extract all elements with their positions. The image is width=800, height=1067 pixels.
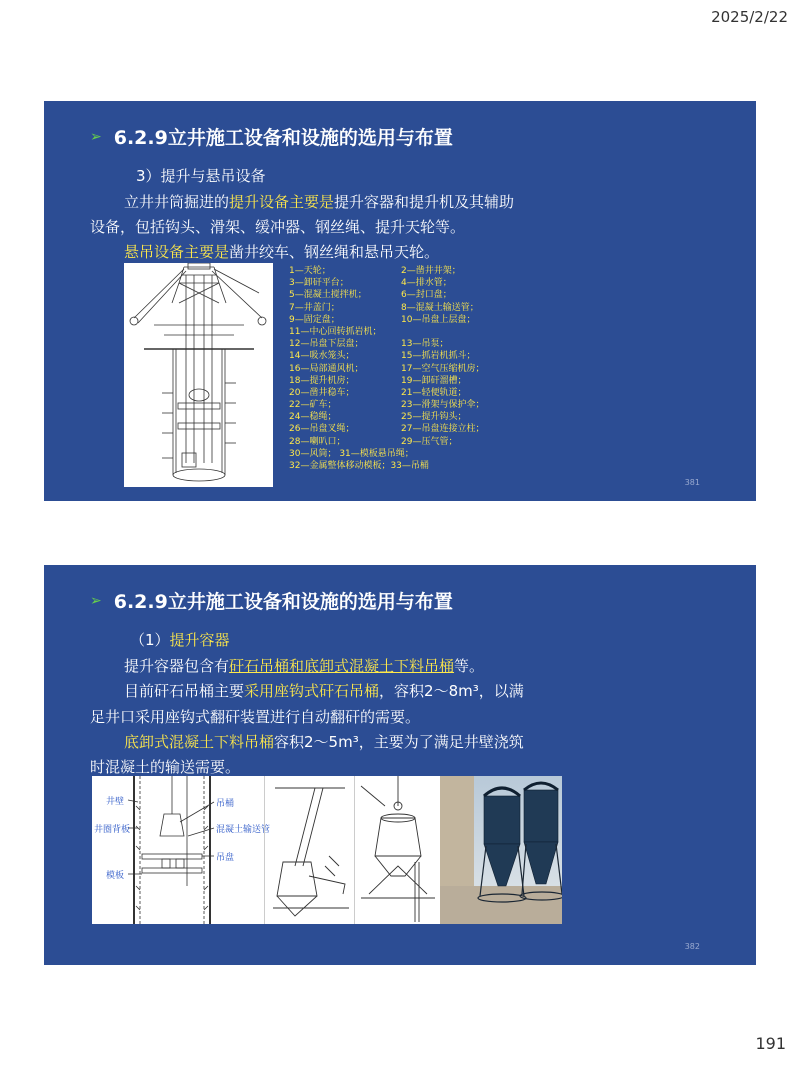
- paragraph-line: 设备，包括钩头、滑架、缓冲器、钢丝绳、提升天轮等。: [90, 218, 466, 236]
- figure-label: 吊桶: [216, 799, 235, 809]
- legend-entry: 16—局部通风机；: [289, 363, 364, 374]
- legend-entry: 8—混凝土输送管；: [401, 302, 479, 313]
- legend-entry: 27—吊盘连接立柱；: [401, 424, 485, 435]
- subheading: [130, 629, 230, 650]
- legend-row: [289, 326, 509, 338]
- legend-entry: 24—稳绳；: [289, 412, 337, 423]
- legend-row: [289, 265, 509, 277]
- subheading: 3）提升与悬吊设备: [136, 167, 266, 185]
- legend-entry: 28—喇叭口；: [289, 436, 346, 447]
- legend-entry: 13—吊泵；: [401, 339, 449, 350]
- legend-row: [289, 436, 509, 448]
- legend-entry: 17—空气压缩机房；: [401, 363, 485, 374]
- legend-entry: 25—提升钩头；: [401, 412, 467, 423]
- highlight-text: 提升容器: [169, 631, 230, 649]
- figure-label: 井壁: [106, 797, 125, 807]
- text: ，容积2～8m³，以满: [379, 682, 524, 700]
- legend-entry: 32—金属整体移动模板；33—吊桶: [289, 461, 429, 471]
- legend-entry: 12—吊盘下层盘；: [289, 339, 364, 350]
- highlight-text: 提升设备主要是: [229, 193, 335, 211]
- arrow-bullet-icon: ➢: [90, 592, 102, 609]
- slide-title: [90, 587, 453, 614]
- legend-entry: 19—卸矸溜槽；: [401, 375, 467, 386]
- legend-entry: 15—抓岩机抓斗；: [401, 351, 476, 362]
- paragraph-line: [124, 655, 484, 676]
- legend-row: [289, 387, 509, 399]
- slide-number: 381: [684, 478, 700, 487]
- legend-entry: 26—吊盘叉绳；: [289, 424, 355, 435]
- page-number: 191: [755, 1034, 786, 1053]
- figure-label: 模板: [106, 871, 125, 881]
- highlight-text: 悬吊设备主要是: [124, 243, 230, 261]
- figure-label: 吊盘: [216, 853, 235, 863]
- legend-row: [289, 375, 509, 387]
- legend-entry: 18—提升机房；: [289, 375, 355, 386]
- text: 容积2～5m³，主要为了满足井壁浇筑: [274, 733, 524, 751]
- legend-row: [289, 289, 509, 301]
- legend-row: [289, 338, 509, 350]
- paragraph-line: 足井口采用座钩式翻矸装置进行自动翻矸的需要。: [90, 708, 421, 726]
- legend-entry: 21—轻便轨道；: [401, 387, 467, 398]
- legend-entry: 2—凿井井架；: [401, 266, 461, 276]
- text: 提升容器包含有: [124, 657, 230, 675]
- legend-row: [289, 350, 509, 362]
- slide-382: [44, 565, 756, 965]
- highlight-text: 底卸式混凝土下料吊桶: [124, 733, 275, 751]
- paragraph-line: 时混凝土的输送需要。: [90, 758, 241, 776]
- figure-legend: [289, 265, 509, 472]
- text: 凿井绞车、钢丝绳和悬吊天轮。: [229, 243, 440, 261]
- legend-row: [289, 363, 509, 375]
- legend-row: [289, 302, 509, 314]
- legend-entry: 9—固定盘；: [289, 314, 340, 325]
- paragraph-line: [124, 191, 514, 212]
- page-date: 2025/2/22: [711, 8, 788, 26]
- shaft-equipment-diagram: [124, 263, 273, 487]
- bucket-figures: [92, 776, 562, 924]
- paragraph-line: [124, 241, 439, 262]
- slide-381: [44, 101, 756, 501]
- highlight-text: 采用座钩式矸石吊桶: [244, 682, 380, 700]
- slide-title-text: 6.2.9立井施工设备和设施的选用与布置: [113, 127, 453, 149]
- legend-entry: 20—凿井稳车；: [289, 387, 355, 398]
- legend-entry: 11—中心回转抓岩机；: [289, 326, 382, 337]
- legend-entry: 1—天轮；: [289, 266, 331, 276]
- text: 目前矸石吊桶主要: [124, 682, 245, 700]
- legend-entry: 22—矿车；: [289, 400, 337, 411]
- legend-row: [289, 411, 509, 423]
- slide-number: 382: [684, 942, 700, 951]
- figure-label: 混凝土输送管: [216, 825, 271, 835]
- legend-entry: 30—风筒； 31—模板悬吊绳；: [289, 448, 414, 459]
- slide-title: [90, 123, 453, 150]
- legend-entry: 10—吊盘上层盘；: [401, 314, 476, 325]
- shaft-diagram-drawing: [124, 263, 273, 487]
- legend-row: [289, 423, 509, 435]
- text: 等。: [454, 657, 485, 675]
- tipping-device-drawing: [264, 776, 353, 924]
- legend-row: [289, 399, 509, 411]
- legend-row: [289, 448, 509, 460]
- paragraph-line: [124, 731, 524, 752]
- text: 立井井筒掘进的: [124, 193, 230, 211]
- legend-entry: 14—吸水笼头；: [289, 351, 355, 362]
- highlight-text: 矸石吊桶和底卸式混凝土下料吊桶: [229, 657, 455, 675]
- legend-entry: 29—压气管；: [401, 436, 458, 447]
- figure-label: 井圈背板: [94, 825, 131, 835]
- legend-row: [289, 277, 509, 289]
- legend-entry: 5—混凝土搅拌机；: [289, 290, 367, 301]
- legend-entry: 23—滑架与保护伞；: [401, 400, 485, 411]
- slide-title-text: 6.2.9立井施工设备和设施的选用与布置: [113, 591, 453, 613]
- legend-row: [289, 460, 509, 472]
- arrow-bullet-icon: ➢: [90, 128, 102, 145]
- legend-entry: 6—封口盘；: [401, 290, 452, 301]
- paragraph-line: [124, 680, 524, 701]
- bucket-photo: [440, 776, 562, 924]
- legend-entry: 4—排水管；: [401, 278, 452, 289]
- legend-row: [289, 314, 509, 326]
- text: （1）: [130, 631, 170, 649]
- legend-entry: 7—井盖门；: [289, 302, 340, 313]
- bottom-discharge-bucket-drawing: [354, 776, 441, 924]
- text: 提升容器和提升机及其辅助: [334, 193, 515, 211]
- legend-entry: 3—卸矸平台；: [289, 278, 349, 289]
